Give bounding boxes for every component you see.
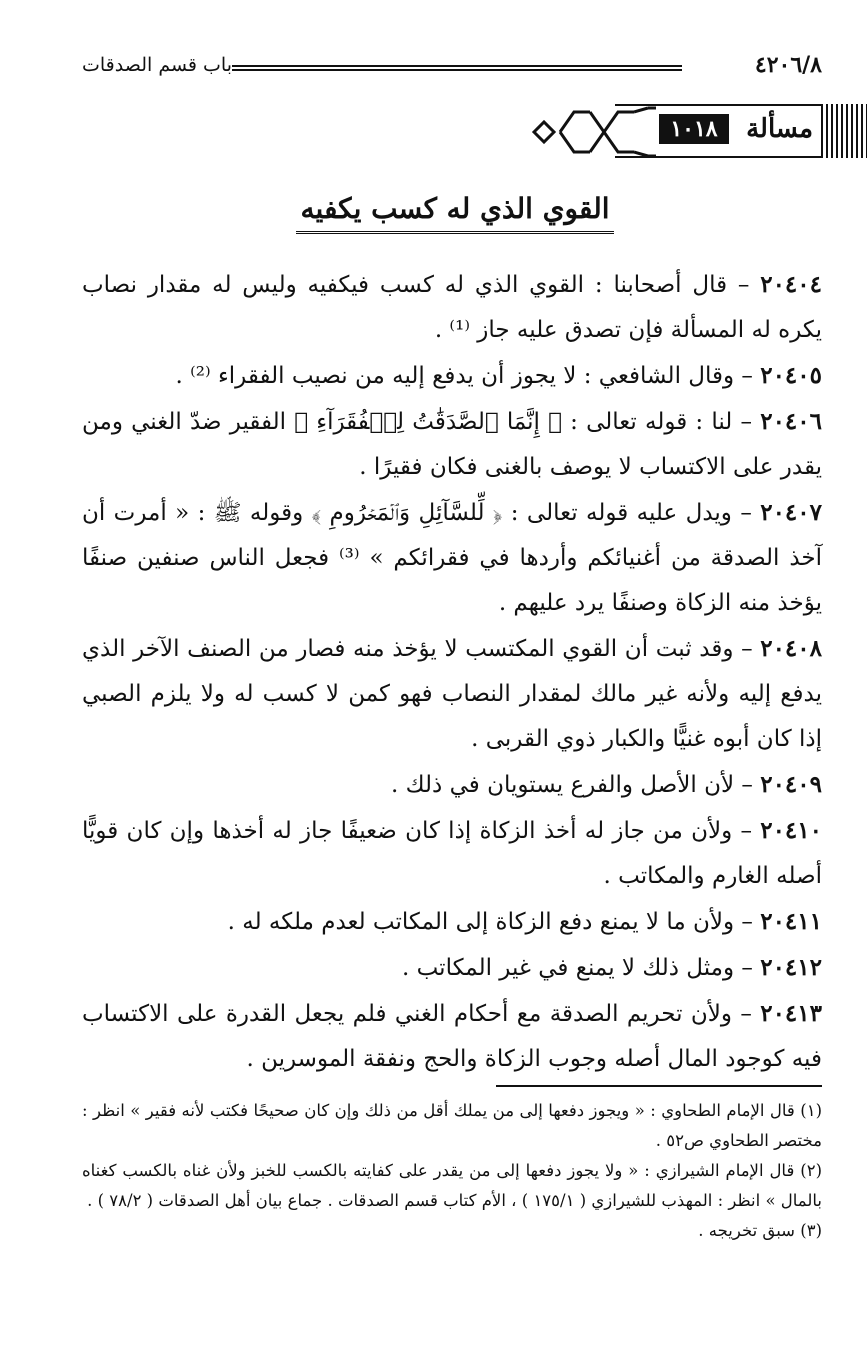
footnote-2: (٢) قال الإمام الشيرازي : « ولا يجوز دفعها إلى من يقدر على كفايته بالكسب للخبز ولأن غناه بالكسب كغناه بالمال » انظر : المهذب للشيرازي ( ١٧٥/١ ) ، الأم كتاب قسم الصدقات . جماع بيان أهل الصدقات ( ٧٨/٢ ) .: [82, 1161, 822, 1210]
paragraph-text: – وقد ثبت أن القوي المكتسب لا يؤخذ منه فصار من الصنف الآخر الذي يدفع إليه ولأنه غير مالك لمقدار النصاب فهو كمن لا كسب له ولا يلزم الصبي إذا كان أبوه غنيًّا والكبار ذوي القربى .: [82, 636, 822, 752]
section-title: القوي الذي له كسب يكفيه: [296, 192, 614, 234]
paragraph-number: ٢٠٤٠٦: [760, 408, 822, 435]
paragraph-text: – وقال الشافعي : لا يجوز أن يدفع إليه من نصيب الفقراء ⁽²⁾ .: [175, 363, 761, 389]
paragraph-text: – ويدل عليه قوله تعالى : ﴿ لِّلسَّآئِلِ وَٱلۡمَحۡرُومِ ﴾ وقوله ﷺ : « أمرت أن آخذ الصدقة من أغنيائكم وأردها في فقرائكم » ⁽³⁾ فجعل الناس صنفين صنفًا يؤخذ منه الزكاة وصنفًا يرد عليهم .: [82, 500, 822, 616]
chapter-title: باب قسم الصدقات: [82, 54, 232, 76]
paragraph-number: ٢٠٤١٠: [760, 817, 822, 844]
footnote-rule: [496, 1085, 822, 1087]
footnote-3: (٣) سبق تخريجه .: [698, 1221, 822, 1240]
paragraph: [82, 490, 822, 626]
paragraph-text: – قال أصحابنا : القوي الذي له كسب فيكفيه وليس له مقدار نصاب يكره له المسألة فإن تصدق عليه جاز ⁽¹⁾ .: [82, 272, 822, 343]
paragraph: [82, 353, 822, 399]
paragraph-text: – لنا : قوله تعالى : ﴿ إِنَّمَا ٱلصَّدَقَٰتُ لِلۡفُقَرَآءِ ﴾ الفقير ضدّ الغني ومن يقدر على الاكتساب لا يوصف بالغنى فكان فقيرًا .: [82, 409, 822, 480]
paragraph-text: – ومثل ذلك لا يمنع في غير المكاتب .: [401, 955, 761, 981]
header-rule: [232, 65, 682, 71]
masala-label: مسألة: [746, 114, 813, 144]
paragraph-text: – ولأن من جاز له أخذ الزكاة إذا كان ضعيفًا جاز له أخذها وإن كان قويًّا أصله الغارم والمكاتب .: [82, 818, 822, 889]
paragraph: [82, 262, 822, 353]
paragraph: [82, 762, 822, 808]
paragraph-text: – ولأن ما لا يمنع دفع الزكاة إلى المكاتب لعدم ملكه له .: [227, 909, 761, 935]
paragraph-text: – ولأن تحريم الصدقة مع أحكام الغني فلم يجعل القدرة على الاكتساب فيه كوجود المال أصله وجوب الزكاة والحج ونفقة الموسرين .: [82, 1001, 822, 1072]
paragraph-number: ٢٠٤١٢: [760, 954, 822, 981]
banner-stripes: [821, 104, 867, 158]
masala-number: ١٠١٨: [659, 114, 729, 144]
paragraph-number: ٢٠٤٠٨: [760, 635, 822, 662]
paragraph: [82, 899, 822, 945]
paragraph-number: ٢٠٤١١: [760, 908, 822, 935]
running-header: [82, 52, 822, 92]
paragraph-number: ٢٠٤٠٧: [760, 499, 822, 526]
paragraph: [82, 945, 822, 991]
paragraph: [82, 626, 822, 762]
paragraph-text: – لأن الأصل والفرع يستويان في ذلك .: [391, 772, 761, 798]
footnotes: [82, 1096, 822, 1246]
paragraph: [82, 399, 822, 490]
page-number: ٤٢٠٦/٨: [754, 52, 822, 78]
paragraph-number: ٢٠٤٠٩: [760, 771, 822, 798]
paragraph-number: ٢٠٤١٣: [760, 1000, 822, 1027]
footnote-1: (١) قال الإمام الطحاوي : « ويجوز دفعها إلى من يملك أقل من ذلك وإن كان صحيحًا فكتب لأنه فقير » انظر : مختصر الطحاوي ص٥٢ .: [82, 1101, 822, 1150]
paragraph: [82, 991, 822, 1082]
main-text: [82, 262, 822, 1082]
paragraph: [82, 808, 822, 899]
paragraph-number: ٢٠٤٠٤: [760, 271, 822, 298]
masala-banner: [560, 100, 867, 164]
paragraph-number: ٢٠٤٠٥: [760, 362, 822, 389]
